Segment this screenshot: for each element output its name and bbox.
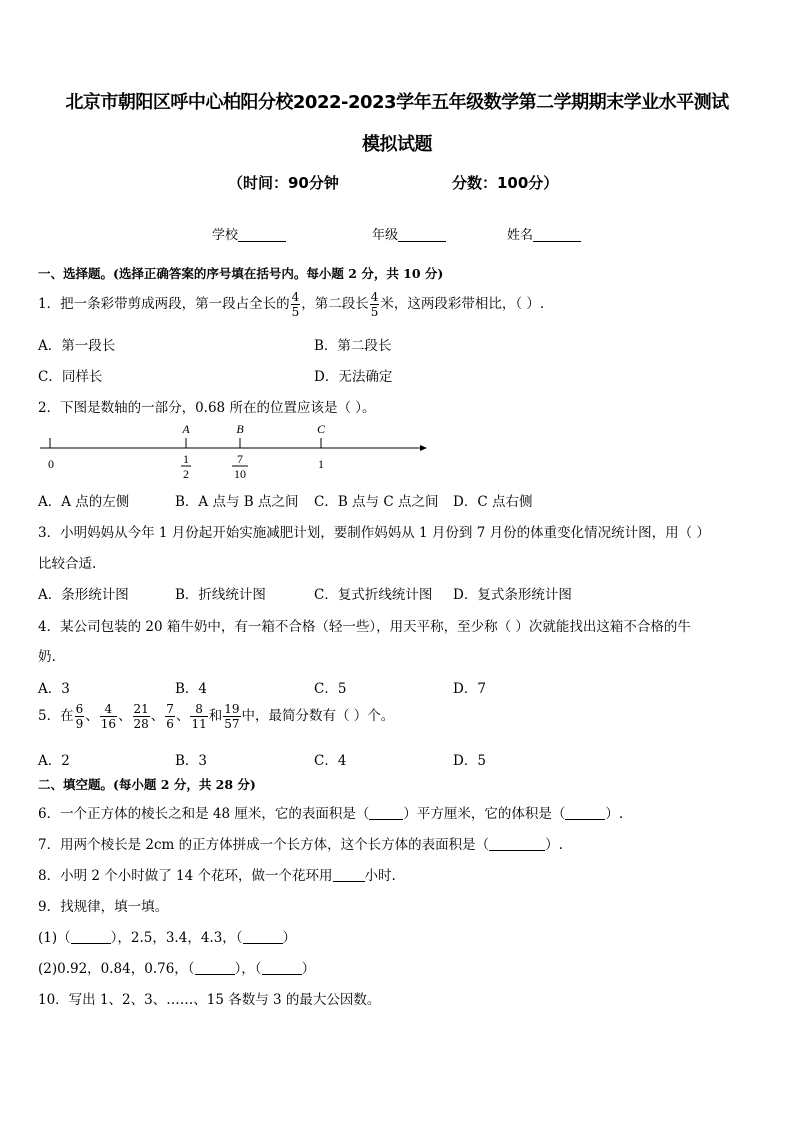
q2-option-c[interactable]: C．B 点与 C 点之间	[314, 494, 439, 510]
tick-label-710-n: 7	[237, 452, 243, 466]
q6-blank-1[interactable]	[369, 806, 403, 820]
q5-fraction-6: $\frac{19}{57}$	[224, 702, 240, 731]
question-3-line2: 比较合适.	[38, 556, 97, 572]
name-field[interactable]	[507, 224, 581, 243]
q9-2-blank-2[interactable]	[262, 961, 302, 975]
exam-time: （时间：90分钟	[228, 174, 339, 192]
school-label: 学校	[212, 228, 239, 243]
grade-blank[interactable]	[398, 227, 446, 242]
q5-option-d[interactable]: D．5	[453, 753, 486, 769]
school-blank[interactable]	[238, 227, 286, 242]
q5-text: 5．在	[38, 708, 74, 724]
tick-label-half-n: 1	[183, 452, 189, 466]
tick-label-half-d: 2	[183, 467, 189, 481]
tick-label-710-d: 10	[234, 467, 246, 481]
q1-fraction-1: $\frac{4}{5}$	[291, 290, 300, 319]
question-8	[38, 864, 396, 884]
q9-1-blank-2[interactable]	[243, 930, 283, 944]
q3-option-b[interactable]: B．折线统计图	[175, 587, 266, 603]
q4-option-d[interactable]: D．7	[453, 681, 486, 697]
q3-option-a[interactable]: A．条形统计图	[38, 587, 129, 603]
q6-text: 6．一个正方体的棱长之和是 48 厘米，它的表面积是（	[38, 806, 370, 822]
question-9-part-1: (1)（ ），2.5，3.4，4.3，（ ）	[38, 930, 297, 946]
name-label: 姓名	[507, 228, 534, 243]
q7-blank[interactable]	[489, 837, 545, 851]
school-field[interactable]	[212, 224, 286, 243]
question-3-line1: 3．小明妈妈从今年 1 月份起开始实施减肥计划，要制作妈妈从 1 月份到 7 月份的体重变化情况统计图，用（ ）	[38, 525, 710, 541]
q3-option-c[interactable]: C．复式折线统计图	[314, 587, 433, 603]
q8-blank[interactable]	[333, 868, 365, 882]
q7-text: 7．用两个棱长是 2cm 的正方体拼成一个长方体，这个长方体的表面积是（	[38, 837, 490, 853]
page-title: 北京市朝阳区呼中心柏阳分校2022-2023学年五年级数学第二学期期末学业水平测试	[65, 92, 729, 113]
question-7	[38, 833, 563, 853]
q5-fraction-5: $\frac{8}{11}$	[191, 702, 207, 731]
q1-fraction-2: $\frac{4}{5}$	[370, 290, 379, 319]
question-4-line1: 4．某公司包装的 20 箱牛奶中，有一箱不合格（轻一些），用天平称，至少称（ ）次就能找出这箱不合格的牛	[38, 619, 691, 635]
number-line	[36, 418, 428, 484]
q1-text-end: 米，这两段彩带相比，（ ）.	[380, 296, 545, 312]
question-9-part-2: (2)0.92，0.84，0.76，（ ），（ ）	[38, 961, 316, 977]
tick-label-0: 0	[48, 457, 54, 471]
q2-option-d[interactable]: D．C 点右侧	[453, 494, 533, 510]
q6-blank-2[interactable]	[565, 806, 605, 820]
section-heading-choice: 一、选择题。(选择正确答案的序号填在括号内。每小题 2 分，共 10 分)	[38, 266, 444, 281]
q5-fraction-1: $\frac{6}{9}$	[75, 702, 84, 731]
tick-label-1: 1	[318, 457, 324, 471]
point-a-label: A	[182, 422, 190, 436]
number-line-arrow	[420, 445, 427, 451]
point-b-label: B	[236, 422, 244, 436]
question-10: 10．写出 1、2、3、……、15 各数与 3 的最大公因数。	[38, 992, 381, 1008]
q5-option-b[interactable]: B．3	[175, 753, 208, 769]
question-2: 2．下图是数轴的一部分，0.68 所在的位置应该是（ ）。	[38, 400, 376, 416]
q5-option-c[interactable]: C．4	[314, 753, 347, 769]
question-6	[38, 802, 623, 822]
q1-text-mid: ，第二段长	[301, 296, 369, 312]
q4-option-a[interactable]: A．3	[38, 681, 70, 697]
q5-fraction-3: $\frac{21}{28}$	[133, 702, 149, 731]
q9-2-blank-1[interactable]	[195, 961, 235, 975]
question-5: 5．在 $\frac{6}{9}$ 、 $\frac{4}{16}$ 、 $\frac{21}{28}$ 、 $\frac{7}{6}$ 、 $\frac{8}{11}$ 和 $\frac{19}{57}$ 中，最简分数有（ ）个。	[38, 702, 395, 731]
q6-text-mid: ）平方厘米，它的体积是（	[403, 806, 566, 822]
q1-option-a[interactable]: A．第一段长	[38, 338, 116, 354]
question-9: 9．找规律，填一填。	[38, 899, 169, 915]
q2-option-b[interactable]: B．A 点与 B 点之间	[175, 494, 299, 510]
q1-text: 1．把一条彩带剪成两段，第一段占全长的	[38, 296, 290, 312]
name-blank[interactable]	[533, 227, 581, 242]
q3-option-d[interactable]: D．复式条形统计图	[453, 587, 572, 603]
q7-text-end: ）.	[545, 837, 563, 853]
q5-text-end: 中，最简分数有（ ）个。	[241, 708, 395, 724]
grade-label: 年级	[372, 228, 399, 243]
q9-1-blank-1[interactable]	[71, 930, 111, 944]
q6-text-end: ）.	[605, 806, 624, 822]
q5-fraction-4: $\frac{7}{6}$	[166, 702, 174, 731]
grade-field[interactable]	[372, 224, 446, 243]
q5-fraction-2: $\frac{4}{16}$	[100, 702, 117, 731]
section-heading-fill: 二、填空题。(每小题 2 分，共 28 分)	[38, 777, 256, 792]
question-1	[38, 290, 544, 319]
q8-text-end: 小时.	[364, 868, 396, 884]
question-4-line2: 奶.	[38, 649, 56, 665]
q1-option-d[interactable]: D．无法确定	[314, 369, 393, 385]
page-title-line2: 模拟试题	[362, 134, 432, 155]
q8-text: 8．小明 2 个小时做了 14 个花环，做一个花环用	[38, 868, 333, 884]
q1-option-c[interactable]: C．同样长	[38, 369, 103, 385]
exam-score: 分数：100分）	[452, 174, 559, 192]
q4-option-c[interactable]: C．5	[314, 681, 347, 697]
q2-option-a[interactable]: A．A 点的左侧	[38, 494, 130, 510]
point-c-label: C	[316, 422, 326, 436]
q5-option-a[interactable]: A．2	[38, 753, 70, 769]
q1-option-b[interactable]: B．第二段长	[314, 338, 392, 354]
q4-option-b[interactable]: B．4	[175, 681, 208, 697]
